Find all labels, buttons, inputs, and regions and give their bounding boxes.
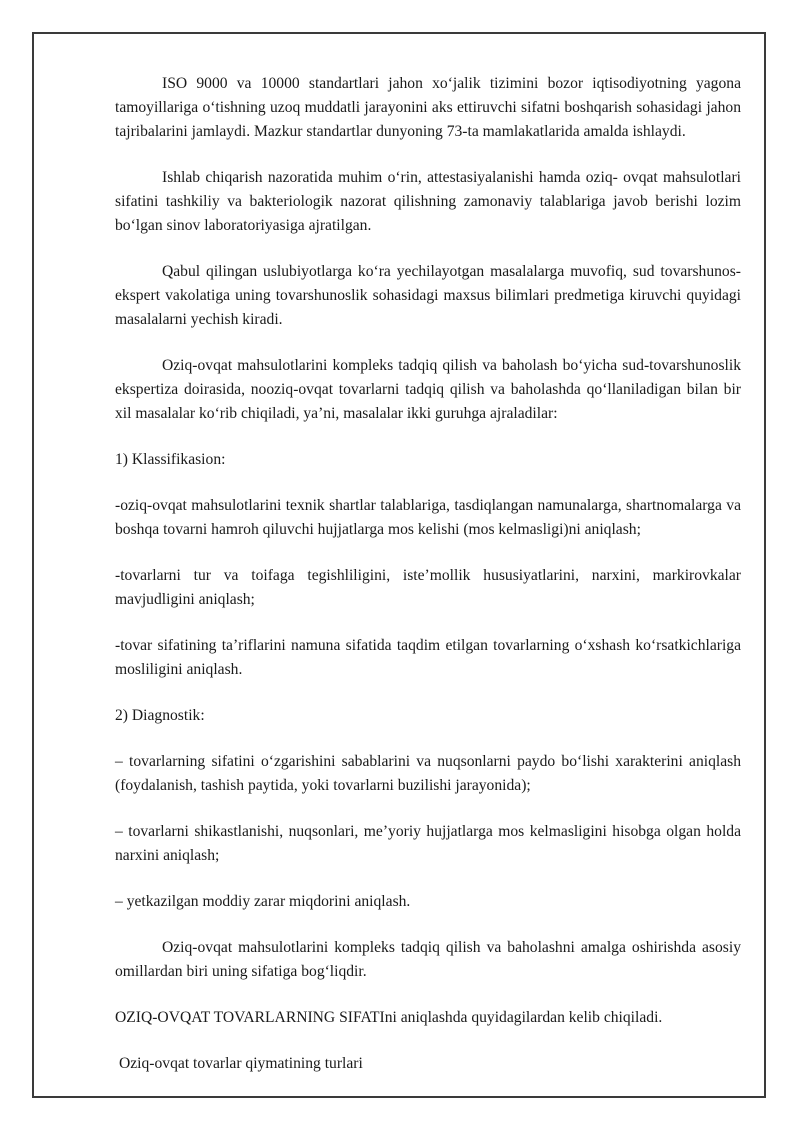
document-body <box>115 72 741 1098</box>
list-heading-diagnostic: 2) Diagnostik: <box>115 707 205 724</box>
list-item: -oziq-ovqat mahsulotlarini texnik shartlar talablariga, tasdiqlangan namunalarga, shartnomalarga va boshqa tovarni hamroh qiluvchi hujjatlarga mos kelishi (mos kelmasligi)ni aniqlash; <box>115 497 741 538</box>
paragraph-quality-factor: Oziq-ovqat mahsulotlarini kompleks tadqiq qilish va baholashni amalga oshirishda asosiy omillardan biri uning sifatiga bog‘liqdir. <box>115 939 741 980</box>
paragraph-food-expertise: Oziq-ovqat mahsulotlarini kompleks tadqiq qilish va baholash bo‘yicha sud-tovarshunoslik ekspertiza doirasida, nooziq-ovqat tovarlarni tadqiq qilish va baholashda qo‘llaniladigan bilan bir xil masalalar ko‘rib chiqiladi, ya’ni, masalalar ikki guruhga ajraladilar: <box>115 357 741 422</box>
list-item: -tovar sifatining ta’riflarini namuna sifatida taqdim etilgan tovarlarning o‘xshash ko‘rsatkichlariga mosliligini aniqlash. <box>115 637 741 678</box>
list-heading-classification: 1) Klassifikasion: <box>115 451 226 468</box>
paragraph-methodology: Qabul qilingan uslubiyotlarga ko‘ra yechilayotgan masalalarga muvofiq, sud tovarshunos-ekspert vakolatiga uning tovarshunoslik sohasidagi maxsus bilimlari predmetiga kiruvchi quyidagi masalalarni yechish kiradi. <box>115 263 741 328</box>
paragraph-iso-standards: ISO 9000 va 10000 standartlari jahon xo‘jalik tizimini bozor iqtisodiyotning yagona tamoyillariga o‘tishning uzoq muddatli jarayonini aks ettiruvchi sifatni boshqarish sohasidagi jahon tajribalarini jamlaydi. Mazkur standartlar dunyoning 73-ta mamlakatlarida amalda ishlaydi. <box>115 75 741 140</box>
list-item: – yetkazilgan moddiy zarar miqdorini aniqlash. <box>115 893 411 910</box>
paragraph-production-control: Ishlab chiqarish nazoratida muhim o‘rin, attestasiyalanishi hamda oziq- ovqat mahsulotlari sifatini tashkiliy va bakteriologik nazorat qilishning zamonaviy talablariga javob berishi lozim bo‘lgan sinov laboratoriyasiga ajratilgan. <box>115 169 741 234</box>
paragraph-quality-determination: OZIQ-OVQAT TOVARLARNING SIFATIni aniqlashda quyidagilardan kelib chiqiladi. <box>115 1009 663 1026</box>
paragraph-value-types: Oziq-ovqat tovarlar qiymatining turlari <box>119 1055 363 1072</box>
list-item: – tovarlarni shikastlanishi, nuqsonlari, me’yoriy hujjatlarga mos kelmasligini hisobga olgan holda narxini aniqlash; <box>115 823 741 864</box>
list-item: -tovarlarni tur va toifaga tegishliligini, iste’mollik hususiyatlarini, narxini, markirovkalar mavjudligini aniqlash; <box>115 567 741 608</box>
list-item: – tovarlarning sifatini o‘zgarishini sabablarini va nuqsonlarni paydo bo‘lishi xarakterini aniqlash (foydalanish, tashish paytida, yoki tovarlarni buzilishi jarayonida); <box>115 753 741 794</box>
